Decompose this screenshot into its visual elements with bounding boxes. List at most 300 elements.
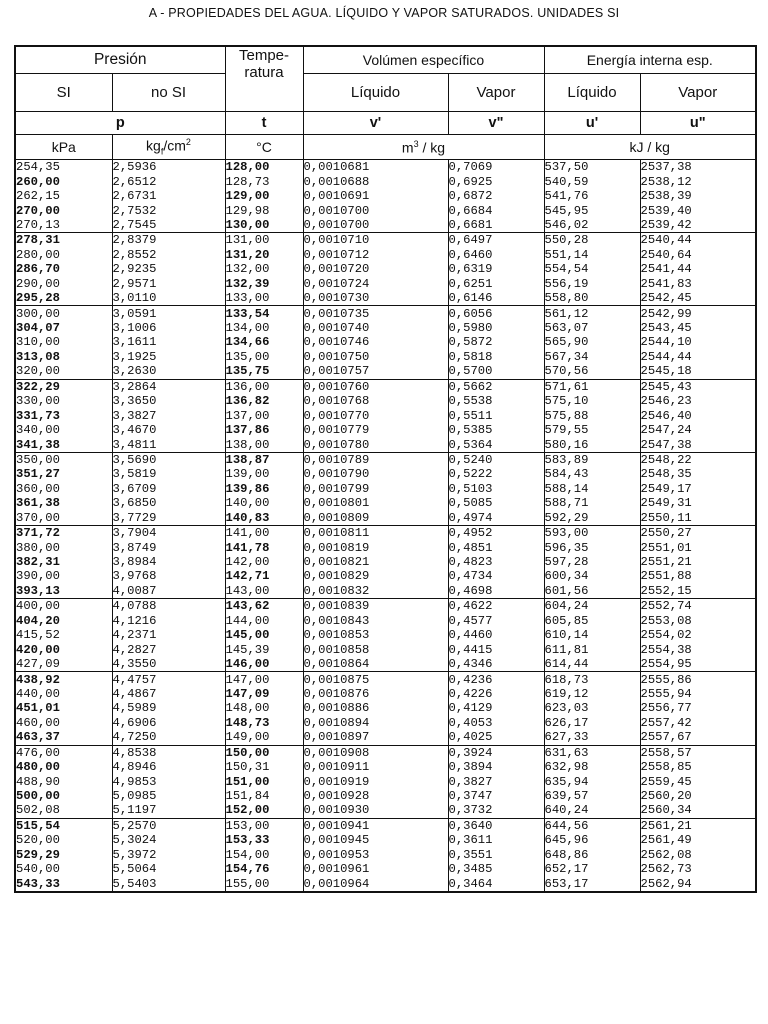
cell-pressure-kpa: 500,00 [16, 789, 60, 804]
cell-internal-energy-liquid: 627,33 [544, 730, 640, 745]
cell-internal-energy-vapor: 2545,18 [640, 364, 756, 379]
symbol-t: t [225, 112, 303, 135]
cell-internal-energy-vapor: 2554,02 [640, 628, 756, 642]
cell-temperature: 129,98 [225, 203, 303, 217]
cell-pressure-kpa: 310,00 [16, 335, 60, 350]
cell-specific-volume-liquid: 0,0010740 [303, 321, 448, 335]
table-body [15, 160, 756, 892]
cell-internal-energy-vapor: 2552,74 [640, 599, 756, 614]
table-row [15, 774, 756, 788]
cell-temperature: 139,00 [225, 467, 303, 481]
cell-pressure-kpa: 340,00 [16, 423, 60, 438]
cell-internal-energy-liquid: 610,14 [544, 628, 640, 642]
cell-internal-energy-vapor: 2550,11 [640, 511, 756, 526]
cell-internal-energy-vapor: 2537,38 [640, 160, 756, 175]
cell-specific-volume-vapor: 0,4974 [448, 511, 544, 526]
cell-specific-volume-vapor: 0,7069 [448, 160, 544, 175]
cell-pressure-kpa: 480,00 [16, 760, 60, 775]
cell-internal-energy-vapor: 2540,44 [640, 233, 756, 248]
table-row [15, 408, 756, 422]
cell-specific-volume-liquid: 0,0010941 [303, 818, 448, 833]
cell-temperature: 143,00 [225, 584, 303, 599]
table-row [15, 321, 756, 335]
cell-temperature: 138,87 [225, 452, 303, 467]
cell-specific-volume-liquid: 0,0010730 [303, 291, 448, 306]
cell-internal-energy-vapor: 2552,15 [640, 584, 756, 599]
cell-specific-volume-liquid: 0,0010876 [303, 687, 448, 701]
cell-pressure-kgf: 5,5064 [112, 862, 225, 876]
cell-temperature: 135,75 [225, 364, 303, 379]
cell-specific-volume-liquid: 0,0010832 [303, 584, 448, 599]
cell-specific-volume-liquid: 0,0010930 [303, 803, 448, 818]
table-row [15, 496, 756, 510]
cell-temperature: 151,84 [225, 789, 303, 803]
symbol-p: p [15, 112, 225, 135]
cell-internal-energy-liquid: 575,10 [544, 394, 640, 408]
cell-internal-energy-vapor: 2551,21 [640, 555, 756, 569]
cell-specific-volume-vapor: 0,4226 [448, 687, 544, 701]
table-row [15, 628, 756, 642]
cell-pressure-kpa: 370,00 [15, 511, 112, 526]
table-row [15, 277, 756, 291]
cell-internal-energy-vapor: 2544,10 [640, 335, 756, 349]
cell-temperature: 145,39 [225, 642, 303, 656]
cell-internal-energy-liquid: 556,19 [544, 277, 640, 291]
cell-pressure-kgf: 2,5936 [112, 160, 225, 175]
cell-internal-energy-vapor: 2538,12 [640, 174, 756, 188]
cell-internal-energy-liquid: 563,07 [544, 321, 640, 335]
cell-specific-volume-vapor: 0,5364 [448, 437, 544, 452]
cell-specific-volume-liquid: 0,0010908 [303, 745, 448, 760]
table-row [15, 525, 756, 540]
cell-internal-energy-liquid: 570,56 [544, 364, 640, 379]
cell-pressure-kgf: 5,0985 [112, 789, 225, 803]
table-row [15, 730, 756, 745]
unit-kgf-b: /cm [163, 137, 186, 154]
cell-specific-volume-liquid: 0,0010691 [303, 189, 448, 203]
cell-internal-energy-vapor: 2555,94 [640, 687, 756, 701]
header-row-symbols [15, 112, 756, 135]
cell-specific-volume-vapor: 0,4577 [448, 614, 544, 628]
cell-internal-energy-liquid: 540,59 [544, 174, 640, 188]
unit-kpa: kPa [15, 135, 112, 160]
cell-specific-volume-liquid: 0,0010928 [303, 789, 448, 803]
header-vapor-u: Vapor [640, 74, 756, 112]
cell-specific-volume-vapor: 0,3732 [448, 803, 544, 818]
symbol-v-liquid: v' [303, 112, 448, 135]
cell-internal-energy-vapor: 2547,38 [640, 437, 756, 452]
cell-specific-volume-liquid: 0,0010819 [303, 540, 448, 554]
cell-pressure-kgf: 3,7904 [112, 525, 225, 540]
unit-kgf-a: kg [146, 137, 161, 154]
cell-pressure-kgf: 4,4867 [112, 687, 225, 701]
cell-pressure-kgf: 4,5989 [112, 701, 225, 715]
header-liquido-u: Líquido [544, 74, 640, 112]
cell-specific-volume-vapor: 0,3464 [448, 876, 544, 891]
header-energia: Energía interna esp. [544, 46, 756, 74]
cell-temperature: 151,00 [225, 774, 303, 788]
cell-pressure-kpa: 290,00 [16, 276, 60, 291]
header-temperatura-line1: Tempe- [238, 47, 290, 64]
cell-specific-volume-vapor: 0,4851 [448, 540, 544, 554]
cell-specific-volume-liquid: 0,0010875 [303, 672, 448, 687]
cell-specific-volume-liquid: 0,0010811 [303, 525, 448, 540]
cell-specific-volume-liquid: 0,0010768 [303, 394, 448, 408]
cell-internal-energy-vapor: 2560,20 [640, 789, 756, 803]
cell-internal-energy-vapor: 2554,38 [640, 642, 756, 656]
cell-specific-volume-liquid: 0,0010821 [303, 555, 448, 569]
cell-internal-energy-liquid: 588,71 [544, 496, 640, 510]
cell-temperature: 146,00 [225, 657, 303, 672]
table-row [15, 160, 756, 175]
cell-pressure-kpa: 476,00 [16, 745, 60, 760]
cell-pressure-kgf: 5,2570 [112, 818, 225, 833]
table-row [15, 584, 756, 599]
cell-temperature: 139,86 [225, 482, 303, 496]
cell-specific-volume-vapor: 0,6497 [448, 233, 544, 248]
unit-m3-kg [303, 135, 544, 160]
cell-specific-volume-liquid: 0,0010801 [303, 496, 448, 510]
cell-pressure-kgf: 4,0087 [112, 584, 225, 599]
cell-pressure-kpa: 262,15 [16, 189, 60, 204]
cell-pressure-kgf: 3,1611 [112, 335, 225, 349]
cell-temperature: 145,00 [225, 628, 303, 642]
cell-specific-volume-liquid: 0,0010681 [303, 160, 448, 175]
cell-specific-volume-liquid: 0,0010864 [303, 657, 448, 672]
cell-internal-energy-vapor: 2546,40 [640, 408, 756, 422]
cell-pressure-kpa: 404,20 [16, 613, 60, 628]
cell-temperature: 138,00 [225, 437, 303, 452]
cell-pressure-kgf: 3,2630 [112, 364, 225, 379]
table-row [15, 818, 756, 833]
header-liquido-v: Líquido [303, 74, 448, 112]
cell-pressure-kpa: 540,00 [16, 862, 60, 877]
table-row [15, 614, 756, 628]
cell-specific-volume-vapor: 0,4823 [448, 555, 544, 569]
table-row [15, 569, 756, 583]
cell-specific-volume-liquid: 0,0010760 [303, 379, 448, 394]
cell-pressure-kpa: 502,08 [15, 803, 112, 818]
cell-specific-volume-vapor: 0,4129 [448, 701, 544, 715]
unit-celsius: °C [225, 135, 303, 160]
cell-internal-energy-liquid: 537,50 [544, 160, 640, 175]
cell-internal-energy-liquid: 631,63 [544, 745, 640, 760]
cell-specific-volume-vapor: 0,4025 [448, 730, 544, 745]
cell-specific-volume-vapor: 0,3551 [448, 848, 544, 862]
cell-pressure-kgf: 3,8749 [112, 540, 225, 554]
cell-internal-energy-liquid: 575,88 [544, 408, 640, 422]
cell-pressure-kpa: 320,00 [15, 364, 112, 379]
cell-specific-volume-liquid: 0,0010770 [303, 408, 448, 422]
cell-internal-energy-vapor: 2560,34 [640, 803, 756, 818]
cell-internal-energy-vapor: 2559,45 [640, 774, 756, 788]
cell-specific-volume-vapor: 0,4460 [448, 628, 544, 642]
cell-internal-energy-liquid: 601,56 [544, 584, 640, 599]
cell-temperature: 154,00 [225, 848, 303, 862]
table-row [15, 467, 756, 481]
unit-m3-sup: 3 [413, 138, 419, 149]
cell-specific-volume-liquid: 0,0010712 [303, 248, 448, 262]
cell-internal-energy-vapor: 2554,95 [640, 657, 756, 672]
cell-specific-volume-vapor: 0,6056 [448, 306, 544, 321]
cell-internal-energy-vapor: 2541,44 [640, 262, 756, 276]
cell-pressure-kgf: 5,1197 [112, 803, 225, 818]
symbol-v-vapor: v" [448, 112, 544, 135]
table-row [15, 291, 756, 306]
cell-temperature: 132,39 [225, 277, 303, 291]
cell-pressure-kpa: 451,01 [16, 701, 60, 716]
cell-pressure-kpa: 390,00 [16, 569, 60, 584]
cell-pressure-kpa: 286,70 [16, 262, 60, 277]
table-row [15, 335, 756, 349]
table-row [15, 203, 756, 217]
cell-specific-volume-liquid: 0,0010780 [303, 437, 448, 452]
cell-internal-energy-liquid: 546,02 [544, 218, 640, 233]
cell-specific-volume-vapor: 0,6251 [448, 277, 544, 291]
table-row [15, 642, 756, 656]
cell-specific-volume-liquid: 0,0010779 [303, 423, 448, 437]
header-vapor-v: Vapor [448, 74, 544, 112]
table-row [15, 672, 756, 687]
cell-specific-volume-liquid: 0,0010853 [303, 628, 448, 642]
cell-internal-energy-liquid: 644,56 [544, 818, 640, 833]
table-row [15, 248, 756, 262]
cell-specific-volume-vapor: 0,5662 [448, 379, 544, 394]
cell-pressure-kgf: 4,8946 [112, 760, 225, 774]
cell-internal-energy-liquid: 550,28 [544, 233, 640, 248]
cell-specific-volume-vapor: 0,5872 [448, 335, 544, 349]
table-row [15, 262, 756, 276]
table-row [15, 379, 756, 394]
cell-internal-energy-liquid: 653,17 [544, 876, 640, 891]
cell-pressure-kgf: 3,3827 [112, 408, 225, 422]
cell-specific-volume-vapor: 0,5085 [448, 496, 544, 510]
cell-pressure-kgf: 3,1006 [112, 321, 225, 335]
table-row [15, 394, 756, 408]
cell-temperature: 136,82 [225, 394, 303, 408]
table-row [15, 803, 756, 818]
cell-pressure-kgf: 2,8552 [112, 248, 225, 262]
cell-internal-energy-vapor: 2556,77 [640, 701, 756, 715]
cell-pressure-kgf: 5,3972 [112, 848, 225, 862]
cell-internal-energy-liquid: 558,80 [544, 291, 640, 306]
cell-pressure-kpa: 270,13 [15, 218, 112, 233]
cell-internal-energy-vapor: 2542,99 [640, 306, 756, 321]
cell-pressure-kpa: 427,09 [15, 657, 112, 672]
cell-pressure-kgf: 3,6709 [112, 482, 225, 496]
table-row [15, 174, 756, 188]
cell-internal-energy-vapor: 2551,01 [640, 540, 756, 554]
table-row [15, 848, 756, 862]
cell-temperature: 134,66 [225, 335, 303, 349]
saturated-water-table [14, 45, 757, 893]
cell-specific-volume-liquid: 0,0010746 [303, 335, 448, 349]
cell-specific-volume-vapor: 0,5103 [448, 482, 544, 496]
cell-temperature: 137,00 [225, 408, 303, 422]
cell-internal-energy-vapor: 2544,44 [640, 350, 756, 364]
header-no-si: no SI [112, 74, 225, 112]
cell-temperature: 144,00 [225, 614, 303, 628]
cell-specific-volume-vapor: 0,5538 [448, 394, 544, 408]
table-row [15, 189, 756, 203]
header-row-units [15, 135, 756, 160]
cell-pressure-kpa: 371,72 [16, 526, 60, 541]
header-row-sub [15, 74, 756, 112]
cell-pressure-kgf: 4,9853 [112, 774, 225, 788]
cell-internal-energy-liquid: 583,89 [544, 452, 640, 467]
cell-pressure-kgf: 5,5403 [112, 876, 225, 891]
cell-specific-volume-vapor: 0,3640 [448, 818, 544, 833]
cell-specific-volume-vapor: 0,3894 [448, 760, 544, 774]
cell-specific-volume-vapor: 0,4622 [448, 599, 544, 614]
cell-internal-energy-vapor: 2540,64 [640, 248, 756, 262]
cell-internal-energy-liquid: 626,17 [544, 716, 640, 730]
cell-internal-energy-vapor: 2550,27 [640, 525, 756, 540]
table-row [15, 511, 756, 526]
cell-pressure-kpa: 300,00 [16, 306, 60, 321]
cell-temperature: 133,54 [225, 306, 303, 321]
table-row [15, 364, 756, 379]
cell-internal-energy-liquid: 635,94 [544, 774, 640, 788]
cell-specific-volume-vapor: 0,5240 [448, 452, 544, 467]
cell-temperature: 136,00 [225, 379, 303, 394]
cell-internal-energy-liquid: 639,57 [544, 789, 640, 803]
cell-specific-volume-vapor: 0,6681 [448, 218, 544, 233]
cell-internal-energy-vapor: 2557,42 [640, 716, 756, 730]
cell-temperature: 137,86 [225, 423, 303, 437]
cell-pressure-kgf: 4,6906 [112, 716, 225, 730]
cell-specific-volume-liquid: 0,0010839 [303, 599, 448, 614]
table-row [15, 760, 756, 774]
cell-pressure-kgf: 3,3650 [112, 394, 225, 408]
cell-pressure-kgf: 3,9768 [112, 569, 225, 583]
cell-pressure-kpa: 361,38 [16, 496, 60, 511]
cell-specific-volume-vapor: 0,6684 [448, 203, 544, 217]
cell-internal-energy-vapor: 2562,73 [640, 862, 756, 876]
cell-temperature: 152,00 [225, 803, 303, 818]
table-row [15, 218, 756, 233]
cell-pressure-kpa: 382,31 [16, 555, 60, 570]
cell-specific-volume-liquid: 0,0010964 [303, 876, 448, 891]
cell-specific-volume-liquid: 0,0010809 [303, 511, 448, 526]
cell-pressure-kpa: 280,00 [16, 247, 60, 262]
cell-temperature: 150,31 [225, 760, 303, 774]
cell-specific-volume-vapor: 0,5980 [448, 321, 544, 335]
cell-temperature: 135,00 [225, 350, 303, 364]
cell-pressure-kpa: 350,00 [16, 452, 60, 467]
cell-pressure-kgf: 2,7532 [112, 203, 225, 217]
header-temperatura-line2: ratura [244, 64, 284, 81]
cell-pressure-kgf: 3,0110 [112, 291, 225, 306]
cell-specific-volume-liquid: 0,0010735 [303, 306, 448, 321]
cell-internal-energy-vapor: 2539,40 [640, 203, 756, 217]
cell-pressure-kpa: 460,00 [16, 715, 60, 730]
cell-internal-energy-liquid: 619,12 [544, 687, 640, 701]
cell-temperature: 128,73 [225, 174, 303, 188]
cell-internal-energy-liquid: 600,34 [544, 569, 640, 583]
cell-temperature: 140,83 [225, 511, 303, 526]
table-row [15, 233, 756, 248]
cell-temperature: 142,71 [225, 569, 303, 583]
cell-specific-volume-liquid: 0,0010700 [303, 218, 448, 233]
cell-specific-volume-liquid: 0,0010688 [303, 174, 448, 188]
table-row [15, 423, 756, 437]
cell-pressure-kgf: 4,4757 [112, 672, 225, 687]
cell-specific-volume-vapor: 0,6460 [448, 248, 544, 262]
cell-temperature: 143,62 [225, 599, 303, 614]
cell-pressure-kpa: 322,29 [16, 379, 60, 394]
cell-temperature: 149,00 [225, 730, 303, 745]
cell-specific-volume-vapor: 0,5511 [448, 408, 544, 422]
cell-pressure-kgf: 4,7250 [112, 730, 225, 745]
cell-pressure-kpa: 380,00 [16, 540, 60, 555]
cell-specific-volume-liquid: 0,0010700 [303, 203, 448, 217]
cell-specific-volume-liquid: 0,0010897 [303, 730, 448, 745]
cell-internal-energy-vapor: 2541,83 [640, 277, 756, 291]
table-row [15, 452, 756, 467]
table-row [15, 862, 756, 876]
table-row [15, 306, 756, 321]
cell-internal-energy-liquid: 592,29 [544, 511, 640, 526]
table-row [15, 833, 756, 847]
cell-temperature: 142,00 [225, 555, 303, 569]
table-row [15, 789, 756, 803]
cell-specific-volume-liquid: 0,0010790 [303, 467, 448, 481]
cell-pressure-kpa: 295,28 [15, 291, 112, 306]
cell-pressure-kpa: 341,38 [15, 437, 112, 452]
cell-internal-energy-liquid: 611,81 [544, 642, 640, 656]
cell-internal-energy-liquid: 580,16 [544, 437, 640, 452]
cell-specific-volume-liquid: 0,0010843 [303, 614, 448, 628]
cell-specific-volume-vapor: 0,3485 [448, 862, 544, 876]
cell-pressure-kgf: 4,0788 [112, 599, 225, 614]
cell-internal-energy-vapor: 2562,08 [640, 848, 756, 862]
cell-specific-volume-vapor: 0,5222 [448, 467, 544, 481]
cell-specific-volume-vapor: 0,6925 [448, 174, 544, 188]
cell-internal-energy-liquid: 623,03 [544, 701, 640, 715]
symbol-u-vapor: u" [640, 112, 756, 135]
cell-pressure-kgf: 3,8984 [112, 555, 225, 569]
cell-pressure-kgf: 4,2371 [112, 628, 225, 642]
cell-internal-energy-vapor: 2551,88 [640, 569, 756, 583]
unit-kgf-sup: 2 [185, 137, 191, 148]
cell-internal-energy-vapor: 2561,49 [640, 833, 756, 847]
cell-pressure-kpa: 278,31 [16, 233, 60, 248]
cell-pressure-kpa: 331,73 [16, 408, 60, 423]
cell-temperature: 141,78 [225, 540, 303, 554]
cell-internal-energy-vapor: 2562,94 [640, 876, 756, 891]
cell-pressure-kgf: 2,6512 [112, 174, 225, 188]
cell-temperature: 150,00 [225, 745, 303, 760]
cell-pressure-kgf: 4,3550 [112, 657, 225, 672]
cell-pressure-kgf: 3,5819 [112, 467, 225, 481]
cell-temperature: 155,00 [225, 876, 303, 891]
cell-temperature: 148,00 [225, 701, 303, 715]
cell-specific-volume-vapor: 0,3827 [448, 774, 544, 788]
cell-temperature: 147,09 [225, 687, 303, 701]
cell-specific-volume-vapor: 0,4053 [448, 716, 544, 730]
cell-specific-volume-vapor: 0,4415 [448, 642, 544, 656]
cell-pressure-kgf: 3,6850 [112, 496, 225, 510]
table-row [15, 657, 756, 672]
cell-temperature: 131,00 [225, 233, 303, 248]
header-presion: Presión [15, 46, 225, 74]
cell-specific-volume-liquid: 0,0010799 [303, 482, 448, 496]
cell-specific-volume-liquid: 0,0010757 [303, 364, 448, 379]
cell-specific-volume-vapor: 0,6872 [448, 189, 544, 203]
cell-pressure-kgf: 3,4670 [112, 423, 225, 437]
cell-pressure-kpa: 254,35 [16, 160, 60, 175]
